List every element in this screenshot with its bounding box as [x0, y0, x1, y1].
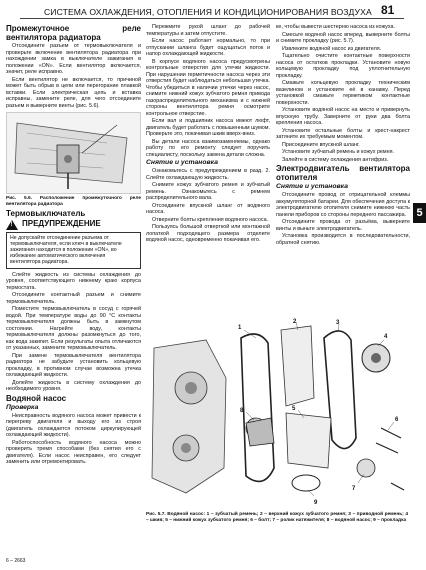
callout-2: 2 — [293, 319, 297, 325]
paragraph: Слейте жидкость из системы охлаждения до уровня, соответствующего нижнему краю корпуса термостата. — [6, 271, 141, 291]
paragraph: Смесьте водяной насос вперед, выверните болты и снимите прокладку (рис. 5.7). — [276, 31, 410, 44]
figure-5-7-caption: Рис. 5.7. Водяной насос: 1 – зубчатый ремень; 2 – верхний кожух зубчатого ремня; 3 – приводной ремень; 4 – шкив; 5 – нижний кожух зубчатого ремня; 6 – болт; 7 – ролик натяжителя; 8 – водяной насос; 9 – прокладка — [146, 512, 408, 523]
relay-illustration — [7, 113, 140, 193]
paragraph: Если вал и подшипник насоса имеют люфт, двигатель будет работать с повышенным шумом. Проверьте это, покачивая шкив вверх-вниз. — [146, 118, 270, 137]
callout-4: 4 — [384, 334, 388, 340]
page-header — [0, 0, 426, 22]
callout-6: 6 — [395, 417, 399, 423]
paragraph: Пользуясь большой отверткой или монтажной лопаткой подходящего размера отделите водяной насос, одновременно покачивая его. — [146, 224, 270, 243]
paragraph: Залейте в систему охлаждения антифриз. — [282, 156, 389, 163]
paragraph: Отсоедините контактный разъем и снимите термовыключатель. — [6, 292, 141, 305]
heading-removal: Снятие и установка — [146, 159, 218, 166]
figure-5-7-caption-wrap — [146, 512, 408, 525]
paragraph: Работоспособность водяного насоса можно проверить тремя способами (без снятия его с двигателя). Если насос неисправен, его следует заменить или отремонтировать. — [6, 439, 141, 466]
paragraph: Тщательно очистите контактные поверхности насоса от остатков прокладки. Установите новую кольцевую прокладку под уплотнительную прокладку. — [276, 53, 410, 79]
figure-5-6-caption: Рис. 5.6. Расположение промежуточного реле вентилятора радиатора — [6, 196, 141, 207]
paragraph: Пережмите рукой шланг до рабочей температуры и затем отпустите. — [146, 24, 270, 37]
paragraph: Отсоедините провод от отрицательной клеммы аккумуляторной батареи. Для обеспечения доступа к электродвигателю отопителя снимите нижнюю часть панели приборов со стороны переднего пассажира. — [276, 192, 410, 218]
header-rule — [20, 18, 404, 19]
paragraph: Установка производится в последовательности, обратной снятию. — [276, 233, 410, 246]
warning-icon: ! — [6, 220, 18, 230]
callout-8: 8 — [240, 408, 244, 414]
warning-title: ПРЕДУПРЕЖДЕНИЕ — [22, 219, 101, 229]
paragraph: Установите зубчатый ремень и кожух ремня. — [282, 149, 395, 155]
paragraph: Снимите кожух зубчатого ремня и зубчатый ремень. Ознакомьтесь с ремнем распределительного вала. — [146, 182, 270, 201]
paragraph: Установите водяной насос на место и привернуть впускную трубу. Заверните от руки два болта крепления насоса. — [276, 107, 410, 126]
paragraph: ке, чтобы вывести шестерню насоса из кожуха. — [276, 24, 395, 30]
paragraph: Присоедините впускной шланг. — [282, 141, 360, 148]
paragraph: В корпусе водяного насоса предусмотрены контрольные отверстия для утечки жидкости. При нарушении герметичности насоса через эти отверстия будет наблюдаться небольшая утечка. Чтобы убедиться в наличии утечки через насос, снимите нижний кожух зубчатого ремня привода газораспределительного механизма и с нижней стороны вентилятора ремня осмотрите контрольное отверстие. — [146, 58, 270, 117]
middle-column — [146, 24, 270, 245]
paragraph: Установите остальные болты и крест-накрест затяните их требуемым моментом. — [276, 127, 410, 140]
right-column — [276, 24, 410, 247]
callout-1: 1 — [238, 325, 242, 331]
chapter-tab: 5 — [413, 203, 426, 223]
heading-heater-motor: Электродвигатель вентилятора отопителя — [276, 164, 410, 182]
paragraph: Отверните болты крепления водяного насоса. — [152, 216, 269, 223]
paragraph: Если насос работает нормально, то при отпускании шланга будет ощущаться поток и напор охлаждающей жидкости. — [146, 38, 270, 57]
left-column — [6, 24, 141, 467]
water-pump-exploded-view — [146, 318, 408, 510]
warning-box — [6, 232, 141, 269]
paragraph: Поместите термовыключатель в сосуд с горячей водой. При температуре воды до 90 °С контакты термовыключателя должны быть в замкнутом состоянии. Нагрейте воду, контакты термовыключателя должны разомкнуться до того, как вода закипит. Если результаты опыта отличаются от указанных, замените термовыключатель. — [6, 306, 141, 352]
warning-header — [6, 220, 141, 230]
paragraph: Отсоедините впускной шланг от водяного насоса. — [146, 202, 270, 215]
paragraph: Если вентилятор не включается, то причиной может быть обрыв в цепи или перегорание плавкой вставки. Если электрическая цепь и вставка исправны, замените реле, для чего отсоедините разъем и выверните винты (рис. 5.6). — [6, 76, 141, 109]
paragraph: Долейте жидкость в систему охлаждения до необходимого уровня. — [6, 379, 141, 393]
page-footer: 6 – 2663 — [6, 558, 26, 564]
warning-text: Не допускайте отсоединение разъема от термовыключателя, если ключ в выключателе зажигания находится в положении «ON», во избежание автоматического включения вентилятора радиатора. — [10, 234, 122, 266]
paragraph: Отсоедините провода от разъёма, выверните винты и выньте электродвигатель. — [276, 219, 410, 232]
callout-7: 7 — [352, 486, 356, 492]
running-title: СИСТЕМА ОХЛАЖДЕНИЯ, ОТОПЛЕНИЯ И КОНДИЦИОНИРОВАНИЯ ВОЗДУХА — [44, 7, 372, 17]
heading-check: Проверка — [6, 403, 39, 411]
paragraph: Вы детали насоса взаимозаменяемы, однако работу по его ремонту следует поручить специалисту, поскольку замена детали сложна. — [146, 138, 270, 158]
heading-relay: Промежуточное реле вентилятора радиатора — [6, 24, 141, 42]
paragraph: Ознакомьтесь с предупреждением в разд. 2. Слейте охлаждающую жидкость. — [146, 168, 270, 181]
figure-5-7 — [146, 318, 408, 510]
paragraph: Извлеките водяной насос из двигателя. — [282, 45, 382, 52]
heading-removal-2: Снятие и установка — [276, 183, 348, 190]
paragraph: Смажьте кольцевую прокладку техническим вазелином и установите её в канавку. Перед установкой смажьте герметиком контактные поверхности. — [276, 80, 410, 106]
paragraph: При замене термовыключателя вентилятора радиатора не забудьте установить кольцевую прокладку, в противном случае возможна утечка охлаждающей жидкости. — [6, 352, 141, 379]
page-number: 81 — [381, 3, 395, 17]
figure-5-6 — [6, 112, 141, 194]
callout-9: 9 — [314, 500, 318, 506]
paragraph: Неисправность водяного насоса может привести к перегреву двигателя и выходу его из строя (двигатель охлаждается потоком циркулирующей охлаждающей жидкости). — [6, 412, 141, 439]
callout-5: 5 — [292, 406, 296, 412]
callout-3: 3 — [336, 320, 340, 326]
heading-thermoswitch: Термовыключатель — [6, 208, 86, 218]
paragraph: Отсоедините разъем от термовыключателя и проверьте включение вентилятора радиатора при нахождении замка в выключателе зажигания в положении «ON». Если вентилятор включается, значит, реле исправно. — [6, 43, 141, 75]
heading-water-pump: Водяной насос — [6, 393, 67, 403]
